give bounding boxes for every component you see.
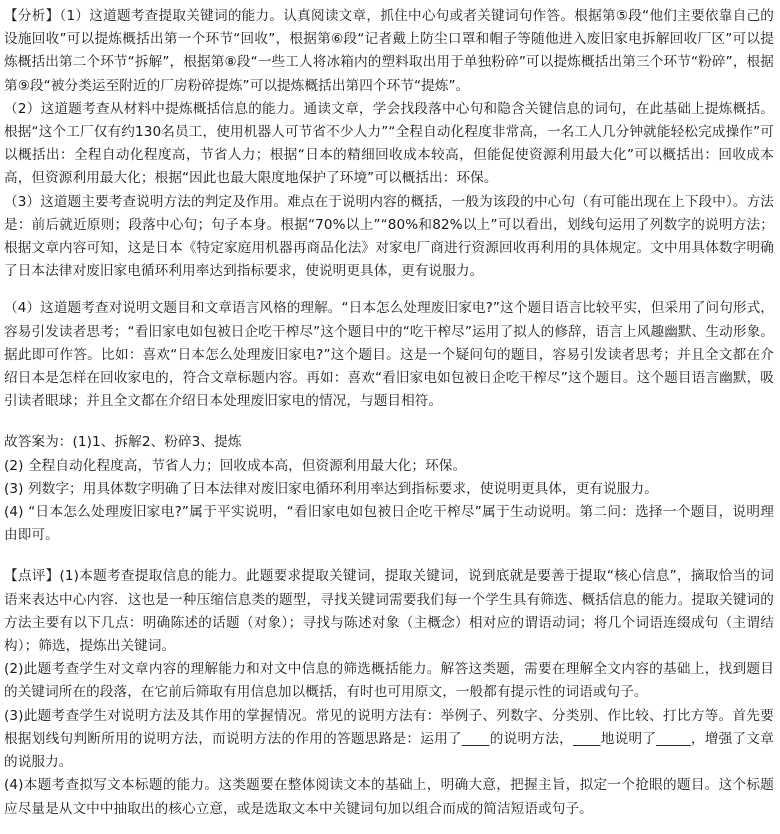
answer-section [4, 431, 774, 547]
comment-part-1: 【点评】(1)本题考查提取信息的能力。此题要求提取关键词，提取关键词，说到底就是要善于提取“核心信息”，摘取恰当的词语来表达中心内容．这也是一种压缩信息类的题型，寻找关键词需要我们每一个学生具有筛选、概括信息的能力。提取关键词的方法主要有以下几点：明确陈述的话题（对象）；寻找与陈述对象（主概念）相对应的谓语动词；将几个词语连缀成句（主谓结构）；筛选，提炼出关键词。 [4, 568, 774, 655]
spacer [4, 283, 774, 297]
comment-section [4, 565, 774, 820]
comment-part-3: (3)此题考查学生对说明方法及其作用的掌握情况。常见的说明方法有：举例子、列数字、分类别、作比较、打比方等。首先要根据划线句判断所用的说明方法，而说明方法的作用的答题思路是：运用了____的说明方法，____地说明了_____，增强了文章的说服力。 [4, 707, 774, 771]
analysis-part-3: （3）这道题主要考查说明方法的判定及作用。难点在于说明内容的概括，一般为该段的中心句（有可能出现在上下段中）。方法是：前后就近原则；段落中心句；句子本身。根据“70%以上”“80%和82%以上”可以看出，划线句运用了列数字的说明方法；根据文章内容可知，这是日本《特定家庭用机器再商品化法》对家电厂商进行资源回收再利用的具体规定。文中用具体数字明确了日本法律对废旧家电循环利用率达到指标要求，使说明更具体，更有说服力。 [4, 193, 774, 280]
spacer [4, 413, 774, 431]
answer-line-2: (2) 全程自动化程度高，节省人力；回收成本高，但资源利用最大化；环保。 [4, 457, 467, 474]
answer-line-3: (3) 列数字；用具体数字明确了日本法律对废旧家电循环利用率达到指标要求，使说明更具体，更有说服力。 [4, 480, 658, 497]
answer-line-1: 故答案为：(1)1、拆解2、粉碎3、提炼 [4, 434, 242, 451]
analysis-part-2: （2）这道题考查从材料中提炼概括信息的能力。通读文章，学会找段落中心句和隐含关键信息的词句，在此基础上提炼概括。根据“这个工厂仅有约130名员工，使用机器人可节省不少人力”“全程自动化程度非常高，一名工人几分钟就能轻松完成操作”可以概括出：全程自动化程度高，节省人力；根据“日本的精细回收成本较高，但能促使资源利用最大化”可以概括出：回收成本高，但资源利用最大化；根据“因此也最大限度地保护了环境”可以概括出：环保。 [4, 100, 774, 187]
analysis-part-1: 【分析】（1）这道题考查提取关键词的能力。认真阅读文章，抓住中心句或者关键词句作答。根据第⑤段“他们主要依靠自己的设施回收”可以提炼概括出第一个环节“回收”，根据第⑥段“记者戴上防尘口罩和帽子等随他进入废旧家电拆解回收厂区”可以提炼概括出第二个环节“拆解”，根据第⑧段“一些工人将冰箱内的塑料取出用于单独粉碎”可以提炼概括出第三个环节“粉碎”，根据第⑨段“被分类运至附近的厂房粉碎提炼”可以提炼概括出第四个环节“提炼”。 [4, 8, 774, 94]
spacer [4, 547, 774, 565]
comment-part-2: (2)此题考查学生对文章内容的理解能力和对文中信息的筛选概括能力。解答这类题，需要在理解全文内容的基础上，找到题目的关键词所在的段落，在它前后筛取有用信息加以概括，有时也可用原文，一般都有提示性的词语或句子。 [4, 661, 774, 701]
comment-part-4: (4)本题考查拟写文本标题的能力。这类题要在整体阅读文本的基础上，明确大意，把握主旨，拟定一个抢眼的题目。这个标题应尽量是从文中中抽取出的核心立意，或是选取文本中关键词句加以组合而成的简洁短语或句子。 [4, 777, 774, 817]
analysis-section [4, 5, 774, 413]
answer-line-4: (4) “日本怎么处理废旧家电?”属于平实说明，“看旧家电如包被日企吃干榨尽”属于生动说明。第二问：选择一个题目，说明理由即可。 [4, 504, 774, 544]
analysis-part-4: （4）这道题考查对说明文题目和文章语言风格的理解。“日本怎么处理废旧家电?”这个题目语言比较平实，但采用了问句形式，容易引发读者思考；“看旧家电如包被日企吃干榨尽”这个题目中的“吃干榨尽”运用了拟人的修辞，语言上风趣幽默、生动形象。据此即可作答。比如：喜欢“日本怎么处理废旧家电?”这个题目。这是一个疑问句的题目，容易引发读者思考；并且全文都在介绍日本是怎样在回收家电的，符合文章标题内容。再如：喜欢“看旧家电如包被日企吃干榨尽”这个题目。这个题目语言幽默，吸引读者眼球；并且全文都在介绍日本处理废旧家电的情况，与题目相符。 [4, 300, 774, 410]
